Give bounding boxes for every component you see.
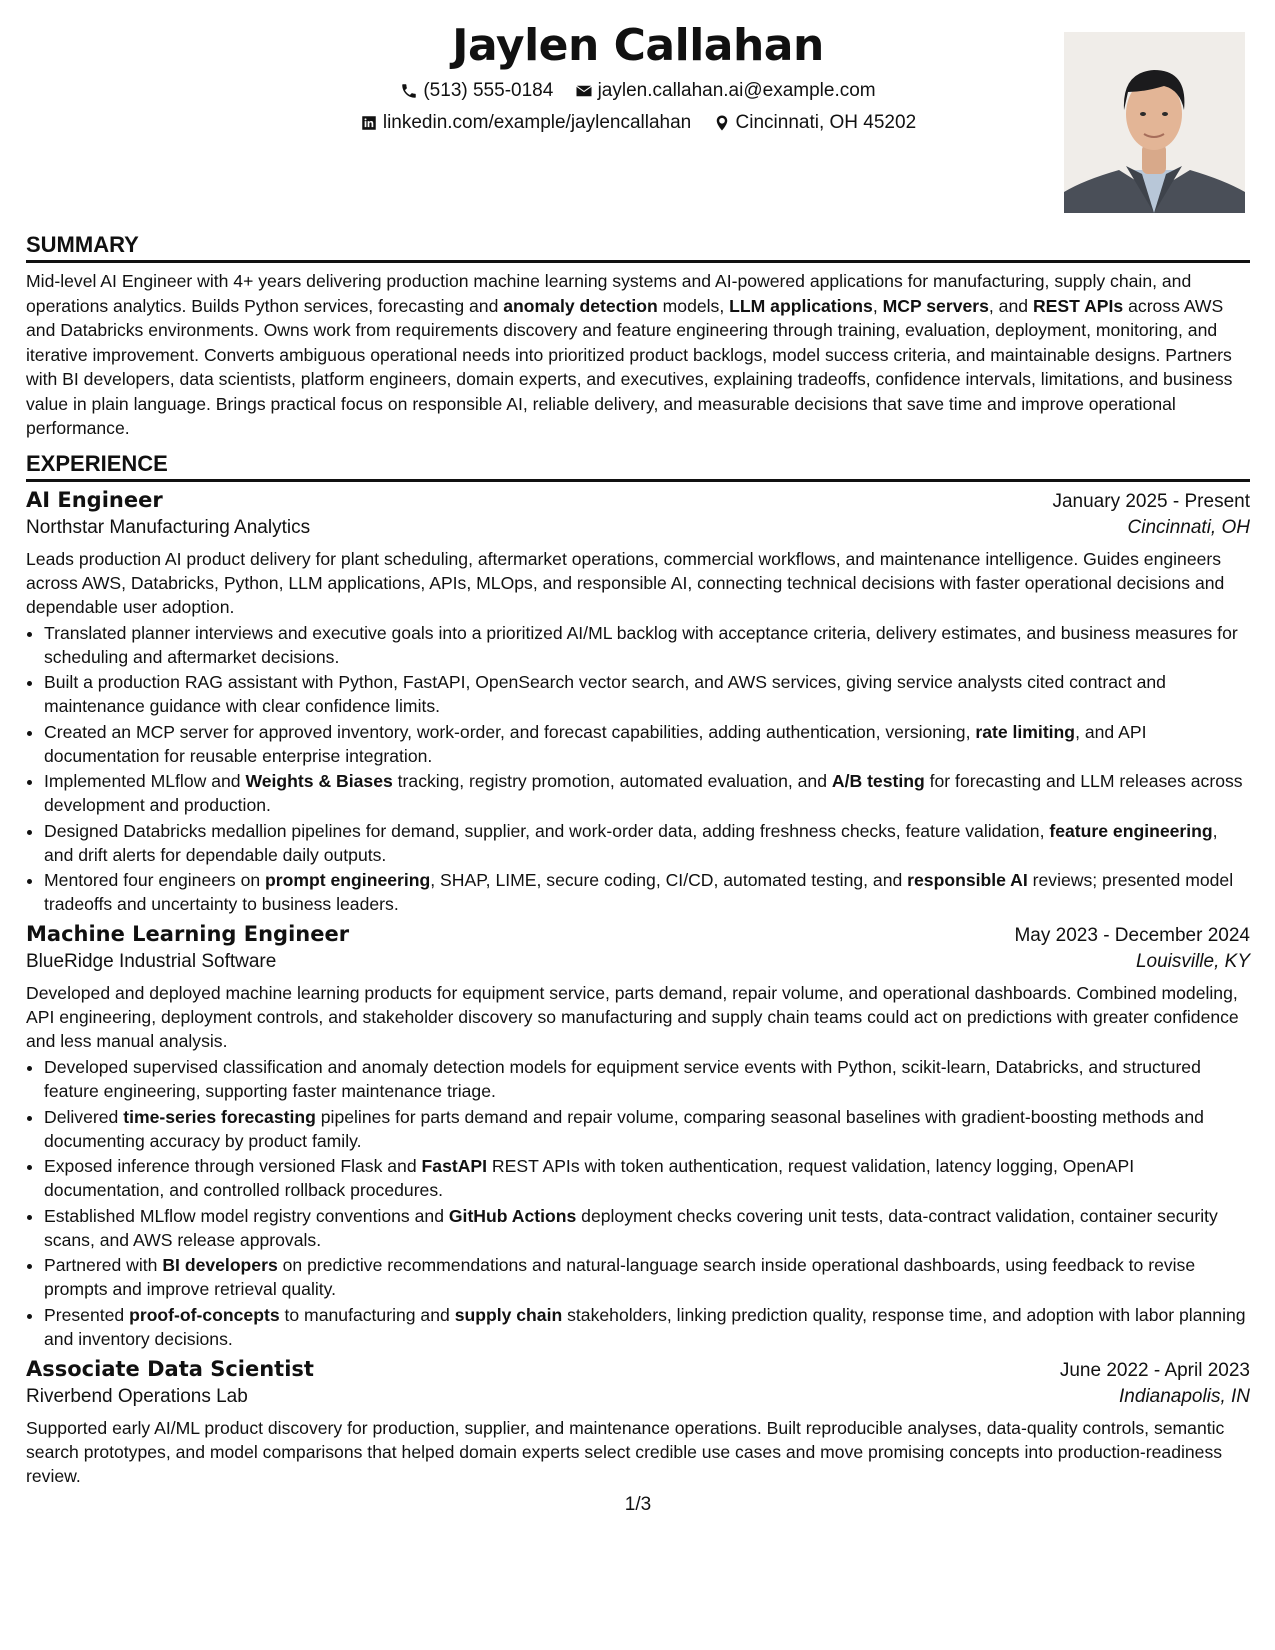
bullet-text: Created an MCP server for approved inventory, work-order, and forecast capabilities, adding authentication, versioning, (44, 721, 976, 742)
linkedin-icon (360, 114, 378, 132)
job-title: Machine Learning Engineer (26, 922, 350, 946)
job-company-row (26, 517, 1250, 539)
bullet-text: Delivered (44, 1106, 124, 1127)
bullet-text: Presented (44, 1304, 130, 1325)
bullet-text: , and drift alerts for dependable daily outputs. (44, 820, 1218, 865)
bullet-text: Established MLflow model registry conventions and (44, 1205, 449, 1226)
job-description: Developed and deployed machine learning products for equipment service, parts demand, repair volume, and operational dashboards. Combined modeling, API engineering, deployment controls, and stakeholder discovery so manufacturing and supply chain teams could act on predictions with greater confidence and less manual analysis. (26, 983, 1239, 1051)
job-entry (26, 922, 1250, 1351)
job-bullet (44, 819, 1250, 867)
profile-photo (1064, 32, 1245, 213)
job-company: Riverbend Operations Lab (26, 1385, 248, 1407)
job-dates: May 2023 - December 2024 (1014, 925, 1250, 946)
bullet-text: , and API documentation for reusable enterprise integration. (44, 721, 1147, 766)
bullet-text: Translated planner interviews and executive goals into a prioritized AI/ML backlog with acceptance criteria, delivery estimates, and business measures for scheduling and aftermarket decisions. (44, 622, 1238, 667)
page-number: 1/3 (624, 1494, 652, 1515)
job-company-row (26, 1386, 1250, 1408)
job-bullet (44, 769, 1250, 817)
bullet-text: to manufacturing and (279, 1304, 455, 1325)
summary-heading: SUMMARY (26, 232, 1250, 263)
phone-number: (513) 555-0184 (423, 80, 554, 101)
bullet-text: for forecasting and LLM releases across development and production. (44, 771, 1243, 815)
summary-keyword: REST APIs (1032, 295, 1124, 316)
job-company: BlueRidge Industrial Software (26, 951, 277, 972)
job-bullet (44, 1105, 1250, 1153)
job-header-row (26, 1357, 1250, 1382)
job-bullet (44, 621, 1250, 669)
job-description: Leads production AI product delivery for plant scheduling, aftermarket operations, commercial workflows, and maintenance intelligence. Guides engineers across AWS, Databricks, Python, LLM applications, APIs, MLOps, and responsible AI, connecting technical decisions with faster operational decisions and dependable user adoption. (26, 548, 1225, 617)
bullet-keyword: rate limiting (975, 721, 1076, 742)
job-dates: June 2022 - April 2023 (1059, 1359, 1250, 1381)
bullet-text: Developed supervised classification and anomaly detection models for equipment service events with Python, scikit-learn, Databricks, and structured feature engineering, supporting faster maintenance triage. (44, 1057, 1201, 1101)
bullet-text: , SHAP, LIME, secure coding, CI/CD, automated testing, and (430, 870, 908, 890)
email-address[interactable]: jaylen.callahan.ai@example.com (597, 80, 876, 101)
bullet-text: Mentored four engineers on (44, 870, 266, 890)
summary-part: Mid-level AI Engineer with 4+ years delivering production machine learning systems and AI-powered applications for manufacturing, supply chain, and operations analytics. Builds Python services, forecasting and (26, 271, 1192, 316)
resume-header (26, 0, 1250, 232)
job-bullet (44, 868, 1250, 916)
job-location: Louisville, KY (1135, 951, 1250, 972)
summary-keyword: LLM applications (729, 295, 873, 316)
bullet-text: Implemented MLflow and (44, 771, 246, 791)
bullet-text: Exposed inference through versioned Flask and (44, 1156, 422, 1176)
map-pin-icon (713, 114, 731, 132)
bullet-keyword: Weights & Biases (245, 771, 393, 791)
summary-part: , and (988, 295, 1033, 316)
job-location: Indianapolis, IN (1119, 1385, 1250, 1407)
summary-part: models, (657, 295, 730, 316)
location-text: Cincinnati, OH 45202 (735, 112, 917, 133)
job-title: AI Engineer (26, 487, 163, 512)
candidate-name: Jaylen Callahan (452, 20, 824, 71)
bullet-keyword: supply chain (454, 1304, 563, 1325)
job-bullet (44, 720, 1250, 768)
job-bullet-list (26, 621, 1250, 917)
job-bullet (44, 1204, 1250, 1252)
job-header-row (26, 922, 1250, 947)
job-bullet (44, 1055, 1250, 1103)
envelope-icon (575, 82, 593, 100)
bullet-text: on predictive recommendations and natural-language search inside operational dashboards, using feedback to revise prompts and improve retrieval quality. (44, 1255, 1196, 1299)
bullet-keyword: GitHub Actions (448, 1205, 577, 1226)
summary-part: across AWS and Databricks environments. Owns work from requirements discovery and feature engineering through training, evaluation, deployment, monitoring, and iterative improvement. Converts ambiguous operational needs into prioritized product backlogs, model success criteria, and maintainable designs. Partners with BI developers, data scientists, platform engineers, domain experts, and executives, explaining tradeoffs, confidence intervals, limitations, and business value in plain language. Brings practical focus on responsible AI, reliable delivery, and measurable decisions that save time and improve operational performance. (26, 295, 1233, 438)
phone-icon (400, 82, 418, 100)
bullet-keyword: proof-of-concepts (129, 1304, 280, 1325)
bullet-keyword: FastAPI (421, 1156, 488, 1176)
job-dates: January 2025 - Present (1052, 490, 1250, 512)
bullet-text: pipelines for parts demand and repair volume, comparing seasonal baselines with gradient-boosting methods and documenting accuracy by product family. (44, 1106, 1204, 1151)
bullet-keyword: time-series forecasting (123, 1106, 316, 1127)
bullet-keyword: BI developers (162, 1255, 278, 1275)
bullet-keyword: responsible AI (907, 870, 1028, 890)
email-contact[interactable] (575, 80, 876, 102)
job-header-row (26, 488, 1250, 513)
job-company-row (26, 951, 1250, 973)
bullet-keyword: feature engineering (1049, 820, 1213, 841)
summary-keyword: anomaly detection (503, 295, 658, 316)
bullet-text: Built a production RAG assistant with Python, FastAPI, OpenSearch vector search, and AWS services, giving service analysts cited contract and maintenance guidance with clear confidence limits. (44, 672, 1166, 716)
bullet-text: REST APIs with token authentication, request validation, latency logging, OpenAPI documentation, and controlled rollback procedures. (44, 1156, 1135, 1200)
linkedin-contact[interactable] (360, 112, 691, 134)
job-bullet (44, 670, 1250, 718)
bullet-text: Designed Databricks medallion pipelines for demand, supplier, and work-order data, adding freshness checks, feature validation, (44, 820, 1050, 841)
bullet-text: reviews; presented model tradeoffs and uncertainty to business leaders. (44, 870, 1234, 914)
job-description: Supported early AI/ML product discovery for production, supplier, and maintenance operations. Built reproducible analyses, data-quality controls, semantic search prototypes, and model comparisons that helped domain experts select credible use cases and move promising concepts into production-readiness review. (26, 1417, 1225, 1486)
experience-list (26, 488, 1250, 1488)
location-contact (713, 112, 917, 134)
job-entry (26, 488, 1250, 917)
bullet-text: tracking, registry promotion, automated evaluation, and (392, 771, 832, 791)
summary-keyword: MCP servers (882, 295, 989, 316)
job-bullet (44, 1253, 1250, 1301)
bullet-keyword: A/B testing (831, 771, 925, 791)
experience-heading: EXPERIENCE (26, 451, 1250, 482)
resume-page (26, 0, 1250, 1650)
job-title: Associate Data Scientist (26, 1356, 314, 1381)
job-bullet (44, 1303, 1250, 1351)
summary-text (26, 269, 1250, 441)
bullet-text: Partnered with (44, 1255, 163, 1275)
summary-part: , (872, 295, 883, 316)
phone-contact (400, 80, 553, 102)
linkedin-url[interactable]: linkedin.com/example/jaylencallahan (382, 112, 692, 133)
job-location: Cincinnati, OH (1127, 516, 1250, 538)
job-entry (26, 1357, 1250, 1488)
bullet-text: stakeholders, linking prediction quality, response time, and adoption with labor planning and inventory decisions. (44, 1304, 1246, 1349)
bullet-text: deployment checks covering unit tests, data-contract validation, container security scans, and AWS release approvals. (44, 1205, 1218, 1250)
job-company: Northstar Manufacturing Analytics (26, 516, 311, 538)
job-bullet (44, 1154, 1250, 1202)
bullet-keyword: prompt engineering (265, 870, 431, 890)
job-bullet-list (26, 1055, 1250, 1351)
